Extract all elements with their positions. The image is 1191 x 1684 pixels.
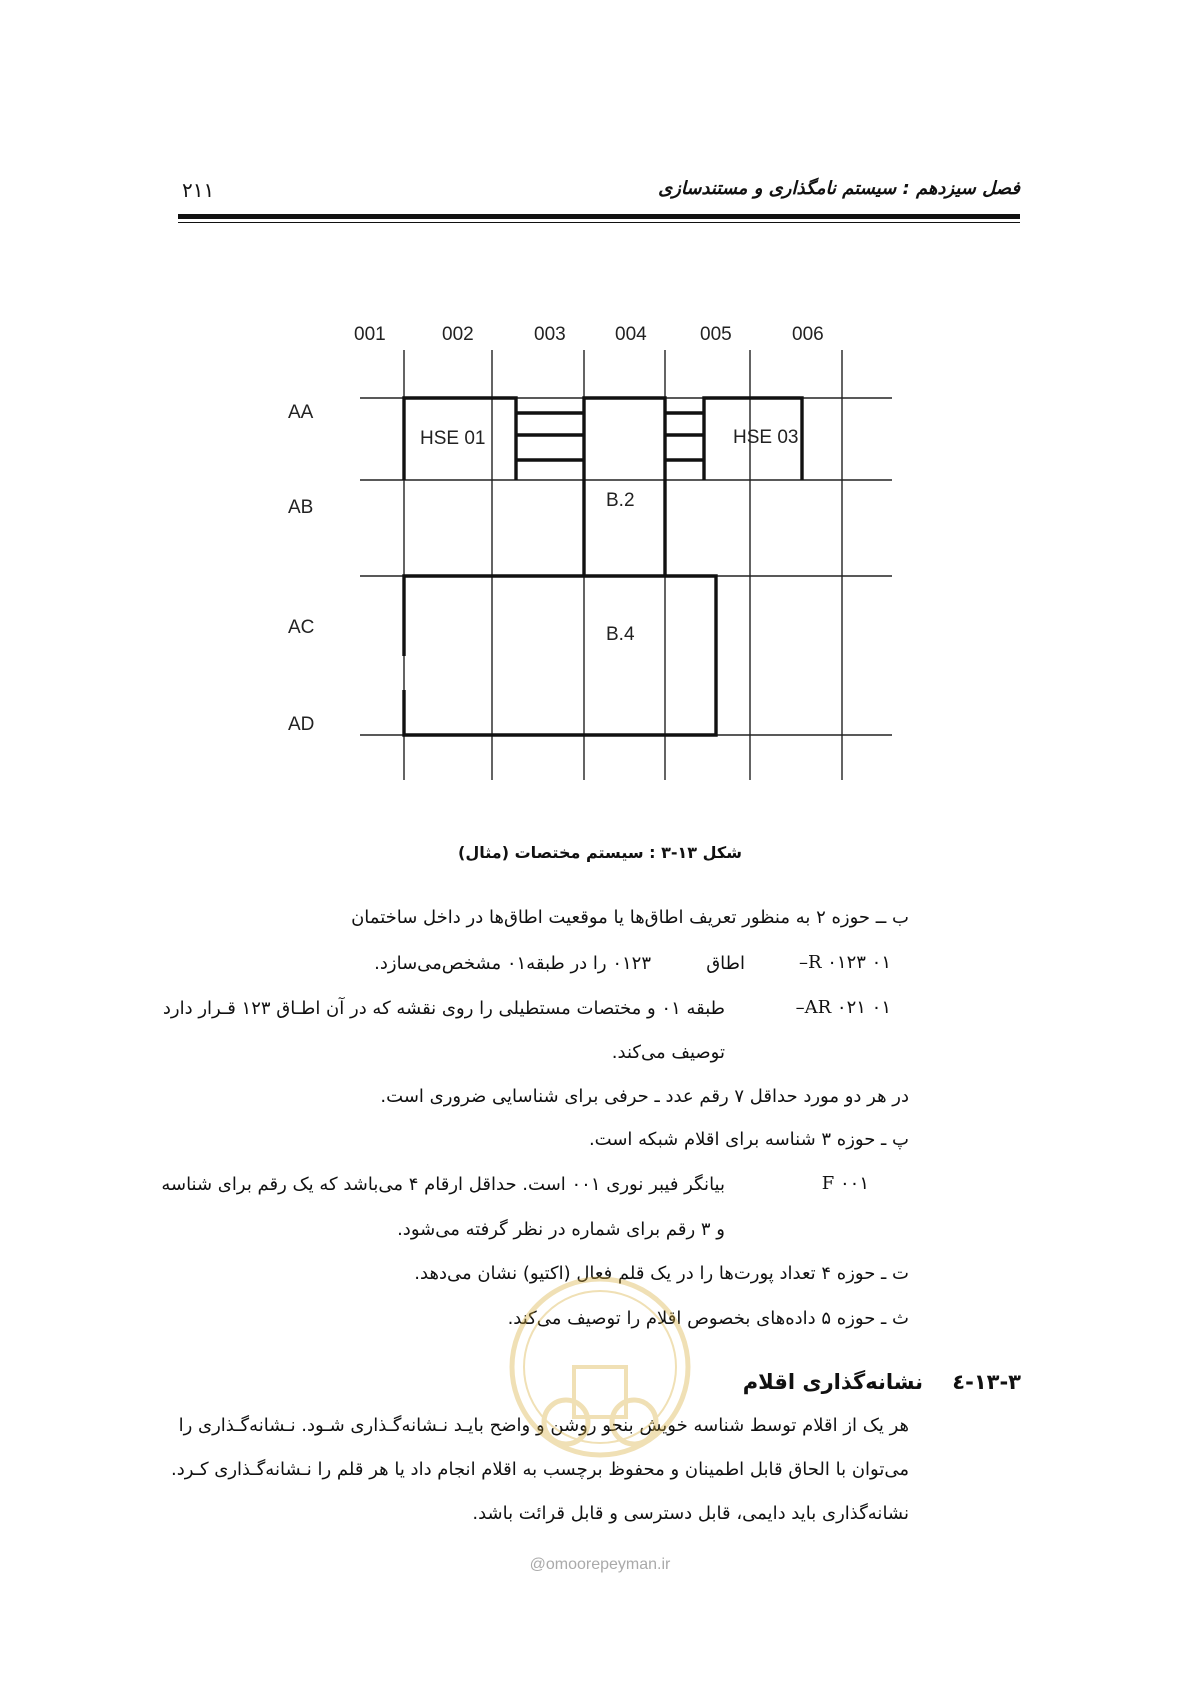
room-label-hse03: HSE 03 xyxy=(733,427,799,448)
line-min: در هر دو مورد حداقل ۷ رقم عدد ـ حرفی برای شناسایی ضروری است. xyxy=(380,1086,909,1107)
section-number: ۱۳-۳-٤ xyxy=(952,1370,1021,1394)
col-label: 002 xyxy=(442,324,474,345)
coordinate-grid-figure xyxy=(270,310,910,790)
line-t: ت ـ حوزه ۴ تعداد پورت‌ها را در یک قلم فعال (اکتیو) نشان می‌دهد. xyxy=(414,1263,909,1284)
line-s: ث ـ حوزه ۵ داده‌های بخصوص اقلام را توصیف می‌کند. xyxy=(507,1308,909,1329)
col-label: 006 xyxy=(792,324,824,345)
header-rule-thin xyxy=(178,222,1020,223)
col-label: 003 xyxy=(534,324,566,345)
page-header xyxy=(178,178,1020,208)
col-label: 001 xyxy=(354,324,386,345)
room-label-b4: B.4 xyxy=(606,624,635,645)
header-rule-thick xyxy=(178,214,1020,219)
watermark-url: @omoorepeyman.ir xyxy=(529,1556,671,1573)
code-2-desc-2: توصیف می‌کند. xyxy=(611,1042,725,1063)
chapter-title: فصل سیزدهم : سیستم نامگذاری و مستندسازی xyxy=(658,178,1020,199)
section-heading xyxy=(743,1370,1021,1394)
room-b2-outline xyxy=(584,398,665,576)
code-2: ۰۱ AR ۰۲۱– xyxy=(795,997,891,1018)
room-label-hse01: HSE 01 xyxy=(420,428,486,449)
line-p: پ ـ حوزه ۳ شناسه برای اقلام شبکه است. xyxy=(588,1129,909,1150)
row-label: AD xyxy=(288,714,315,735)
watermark-logo xyxy=(500,1272,700,1462)
code-1-desc: ۰۱۲۳ را در طبقه۰۱ مشخص‌می‌سازد. xyxy=(374,953,651,974)
code-3: F ۰۰۱ xyxy=(821,1173,869,1194)
code-3-desc: بیانگر فیبر نوری ۰۰۱ است. حداقل ارقام ۴ می‌باشد که یک رقم برای شناسه xyxy=(161,1174,725,1195)
section-para-3: نشانه‌گذاری باید دایمی، قابل دسترسی و قابل قرائت باشد. xyxy=(472,1503,909,1524)
col-label: 004 xyxy=(615,324,647,345)
section-para-2: می‌توان با الحاق قابل اطمینان و محفوظ برچسب به اقلام انجام داد یا هر قلم را نـشانه‌گـذاری کـرد. xyxy=(171,1459,909,1480)
watermark-seal-icon xyxy=(500,1272,700,1462)
code-2-desc: طبقه ۰۱ و مختصات مستطیلی را روی نقشه که در آن اطـاق ۱۲۳ قـرار دارد xyxy=(162,998,725,1019)
code-1: ۰۱ R ۰۱۲۳– xyxy=(798,952,891,973)
row-label: AA xyxy=(288,402,314,423)
grid-drawing xyxy=(270,310,910,790)
room-label-b2: B.2 xyxy=(606,490,635,511)
row-label: AB xyxy=(288,497,314,518)
code-3-desc-2: و ۳ رقم برای شماره در نظر گرفته می‌شود. xyxy=(397,1219,725,1240)
col-label: 005 xyxy=(700,324,732,345)
line-b: ب ــ حوزه ۲ به منظور تعریف اطاق‌ها یا موقعیت اطاق‌ها در داخل ساختمان xyxy=(351,907,909,928)
room-b4-outline xyxy=(404,576,716,735)
section-title: نشانه‌گذاری اقلام xyxy=(742,1370,923,1394)
code-1-word: اطاق xyxy=(706,953,745,974)
section-para-1: هر یک از اقلام توسط شناسه خویش بنحو روشن و واضح بایـد نـشانه‌گـذاری شـود. نـشانه‌گـذاری را xyxy=(178,1415,909,1436)
row-label: AC xyxy=(288,617,315,638)
figure-caption: شکل ۱۳-۳ : سیستم مختصات (مثال) xyxy=(458,843,742,862)
page-number: ۲۱۱ xyxy=(182,178,215,202)
